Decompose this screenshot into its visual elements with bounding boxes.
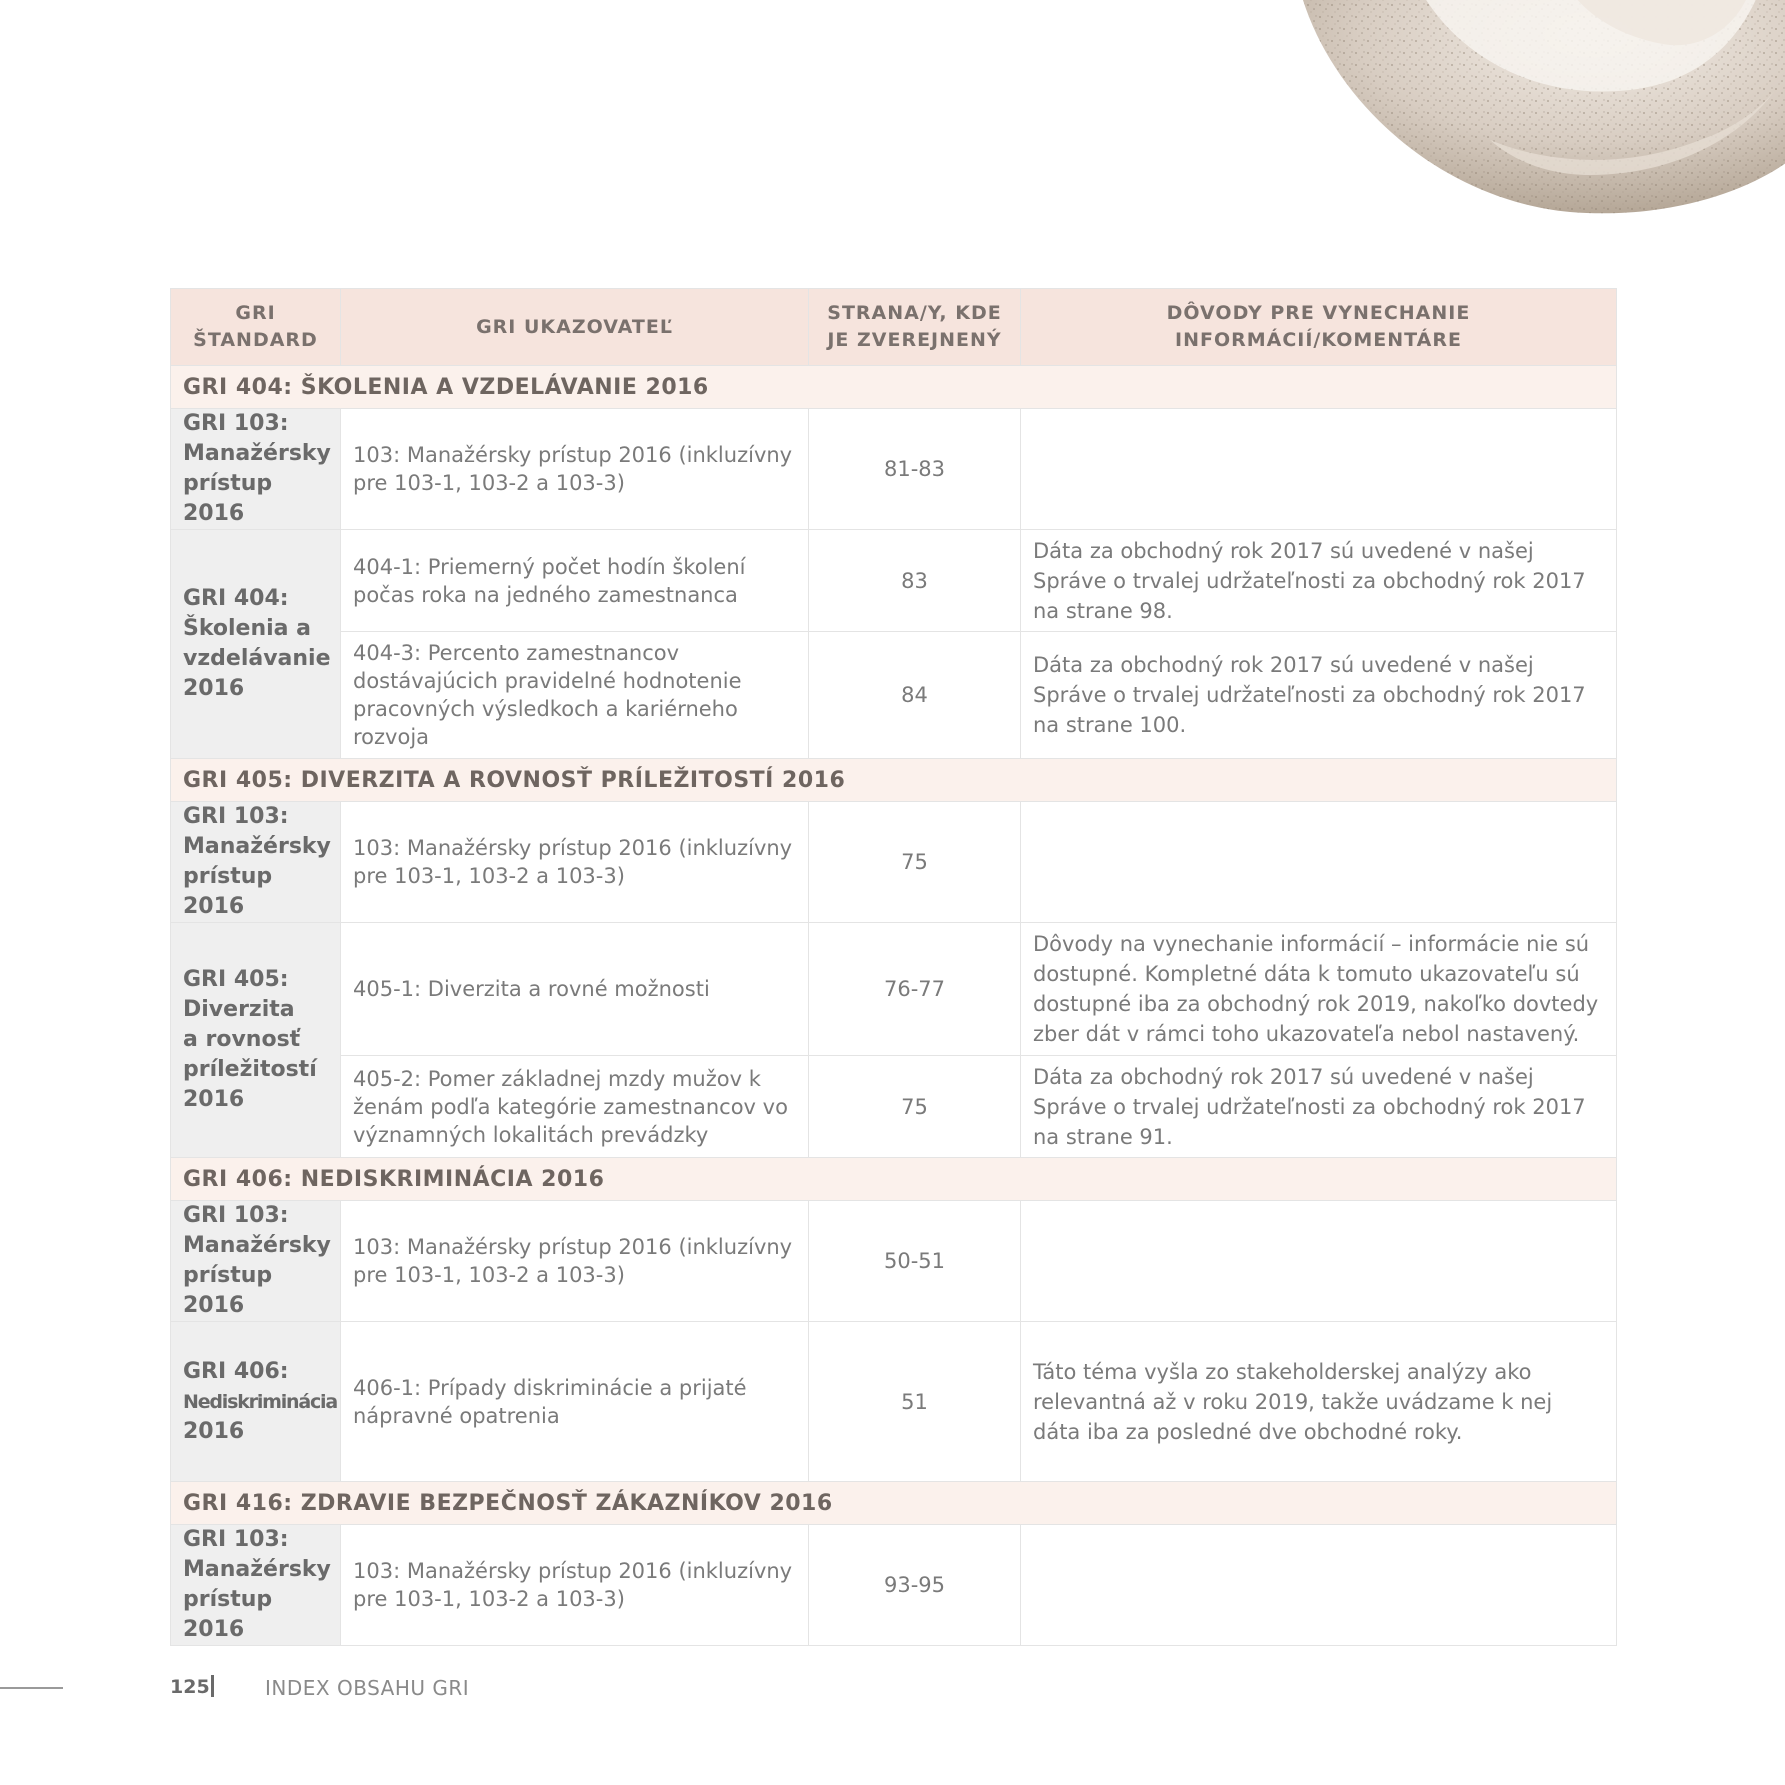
standard-line: vzdelávanie — [183, 646, 331, 671]
standard-line: Manažérsky — [183, 1233, 331, 1258]
indicator-cell: 103: Manažérsky prístup 2016 (inkluzívny pre 103-1, 103-2 a 103-3) — [341, 409, 809, 530]
standard-cell — [171, 530, 341, 759]
comment-cell — [1021, 409, 1617, 530]
footer-rule — [0, 1687, 63, 1689]
indicator-cell: 103: Manažérsky prístup 2016 (inkluzívny pre 103-1, 103-2 a 103-3) — [341, 802, 809, 923]
decorative-stone-image — [1270, 0, 1785, 220]
comment-cell — [1021, 1525, 1617, 1646]
comment-cell: Táto téma vyšla zo stakeholderskej analýzy ako relevantná až v roku 2019, takže uvádzame k nej dáta iba za posledné dve obchodné roky. — [1021, 1322, 1617, 1482]
table-row — [171, 1525, 1617, 1646]
standard-line: príležitostí — [183, 1057, 317, 1082]
page-cell: 75 — [809, 1056, 1021, 1158]
section-title: GRI 406: NEDISKRIMINÁCIA 2016 — [171, 1158, 1617, 1201]
table-row — [171, 1201, 1617, 1322]
standard-line: Školenia a — [183, 616, 312, 641]
standard-line: Manažérsky — [183, 1557, 331, 1582]
indicator-cell: 405-2: Pomer základnej mzdy mužov k ženám podľa kategórie zamestnancov vo významných lokalitách prevádzky — [341, 1056, 809, 1158]
comment-cell: Dáta za obchodný rok 2017 sú uvedené v našej Správe o trvalej udržateľnosti za obchodný rok 2017 na strane 100. — [1021, 632, 1617, 759]
standard-line: GRI 406: — [183, 1358, 289, 1384]
standard-cell — [171, 1322, 341, 1482]
header-page: STRANA/Y, KDE JE ZVEREJNENÝ — [809, 289, 1021, 366]
standard-line: 2016 — [183, 1087, 245, 1112]
standard-cell — [171, 409, 341, 530]
page-cell: 76-77 — [809, 923, 1021, 1056]
standard-line: 2016 — [183, 676, 245, 701]
standard-cell — [171, 923, 341, 1158]
standard-line: Diverzita — [183, 997, 295, 1022]
standard-line: GRI 103: — [183, 411, 289, 436]
standard-line: Nediskriminácia — [183, 1390, 337, 1413]
standard-line: GRI 103: — [183, 804, 289, 829]
comment-cell: Dáta za obchodný rok 2017 sú uvedené v našej Správe o trvalej udržateľnosti za obchodný rok 2017 na strane 91. — [1021, 1056, 1617, 1158]
standard-cell — [171, 802, 341, 923]
table-header-row — [171, 289, 1617, 366]
page-cell: 84 — [809, 632, 1021, 759]
section-row-406 — [171, 1158, 1617, 1201]
header-comments: DÔVODY PRE VYNECHANIE INFORMÁCIÍ/KOMENTÁRE — [1021, 289, 1617, 366]
page-number: 125 — [170, 1676, 210, 1698]
standard-line: GRI 405: — [183, 967, 289, 992]
page-cell: 51 — [809, 1322, 1021, 1482]
comment-cell — [1021, 1201, 1617, 1322]
table-row — [171, 923, 1617, 1056]
standard-line: prístup 2016 — [183, 1587, 273, 1642]
page-cell: 75 — [809, 802, 1021, 923]
standard-line: GRI 103: — [183, 1203, 289, 1228]
section-title: GRI 405: DIVERZITA A ROVNOSŤ PRÍLEŽITOSTÍ 2016 — [171, 759, 1617, 802]
comment-cell — [1021, 802, 1617, 923]
table-row — [171, 802, 1617, 923]
standard-line: Manažérsky — [183, 441, 331, 466]
table-row — [171, 1056, 1617, 1158]
header-indicator: GRI UKAZOVATEĽ — [341, 289, 809, 366]
section-title: GRI 416: ZDRAVIE BEZPEČNOSŤ ZÁKAZNÍKOV 2016 — [171, 1482, 1617, 1525]
gri-index-table — [170, 288, 1617, 1646]
footer-separator — [211, 1675, 214, 1697]
comment-cell: Dáta za obchodný rok 2017 sú uvedené v našej Správe o trvalej udržateľnosti za obchodný rok 2017 na strane 98. — [1021, 530, 1617, 632]
page-cell: 50-51 — [809, 1201, 1021, 1322]
standard-line: 2016 — [183, 1418, 245, 1444]
page-cell: 83 — [809, 530, 1021, 632]
indicator-cell: 404-3: Percento zamestnancov dostávajúcich pravidelné hodnotenie pracovných výsledkoch a kariérneho rozvoja — [341, 632, 809, 759]
section-row-404 — [171, 366, 1617, 409]
section-row-405 — [171, 759, 1617, 802]
standard-line: GRI 404: — [183, 586, 289, 611]
footer-title: INDEX OBSAHU GRI — [265, 1676, 470, 1700]
header-standard: GRI ŠTANDARD — [171, 289, 341, 366]
table-row — [171, 409, 1617, 530]
section-title: GRI 404: ŠKOLENIA A VZDELÁVANIE 2016 — [171, 366, 1617, 409]
table-row — [171, 1322, 1617, 1482]
standard-line: prístup 2016 — [183, 471, 273, 526]
comment-cell: Dôvody na vynechanie informácií – informácie nie sú dostupné. Kompletné dáta k tomuto ukazovateľu sú dostupné iba za obchodný rok 2019, nakoľko dovtedy zber dát v rámci toho ukazovateľa nebol nastavený. — [1021, 923, 1617, 1056]
page-cell: 93-95 — [809, 1525, 1021, 1646]
standard-line: GRI 103: — [183, 1527, 289, 1552]
standard-cell — [171, 1525, 341, 1646]
indicator-cell: 406-1: Prípady diskriminácie a prijaté nápravné opatrenia — [341, 1322, 809, 1482]
standard-line: a rovnosť — [183, 1027, 301, 1052]
table-row — [171, 632, 1617, 759]
indicator-cell: 103: Manažérsky prístup 2016 (inkluzívny pre 103-1, 103-2 a 103-3) — [341, 1525, 809, 1646]
standard-line: prístup 2016 — [183, 1263, 273, 1318]
standard-line: prístup 2016 — [183, 864, 273, 919]
indicator-cell: 404-1: Priemerný počet hodín školení počas roka na jedného zamestnanca — [341, 530, 809, 632]
standard-cell — [171, 1201, 341, 1322]
indicator-cell: 405-1: Diverzita a rovné možnosti — [341, 923, 809, 1056]
page-cell: 81-83 — [809, 409, 1021, 530]
standard-line: Manažérsky — [183, 834, 331, 859]
table-row — [171, 530, 1617, 632]
indicator-cell: 103: Manažérsky prístup 2016 (inkluzívny pre 103-1, 103-2 a 103-3) — [341, 1201, 809, 1322]
section-row-416 — [171, 1482, 1617, 1525]
